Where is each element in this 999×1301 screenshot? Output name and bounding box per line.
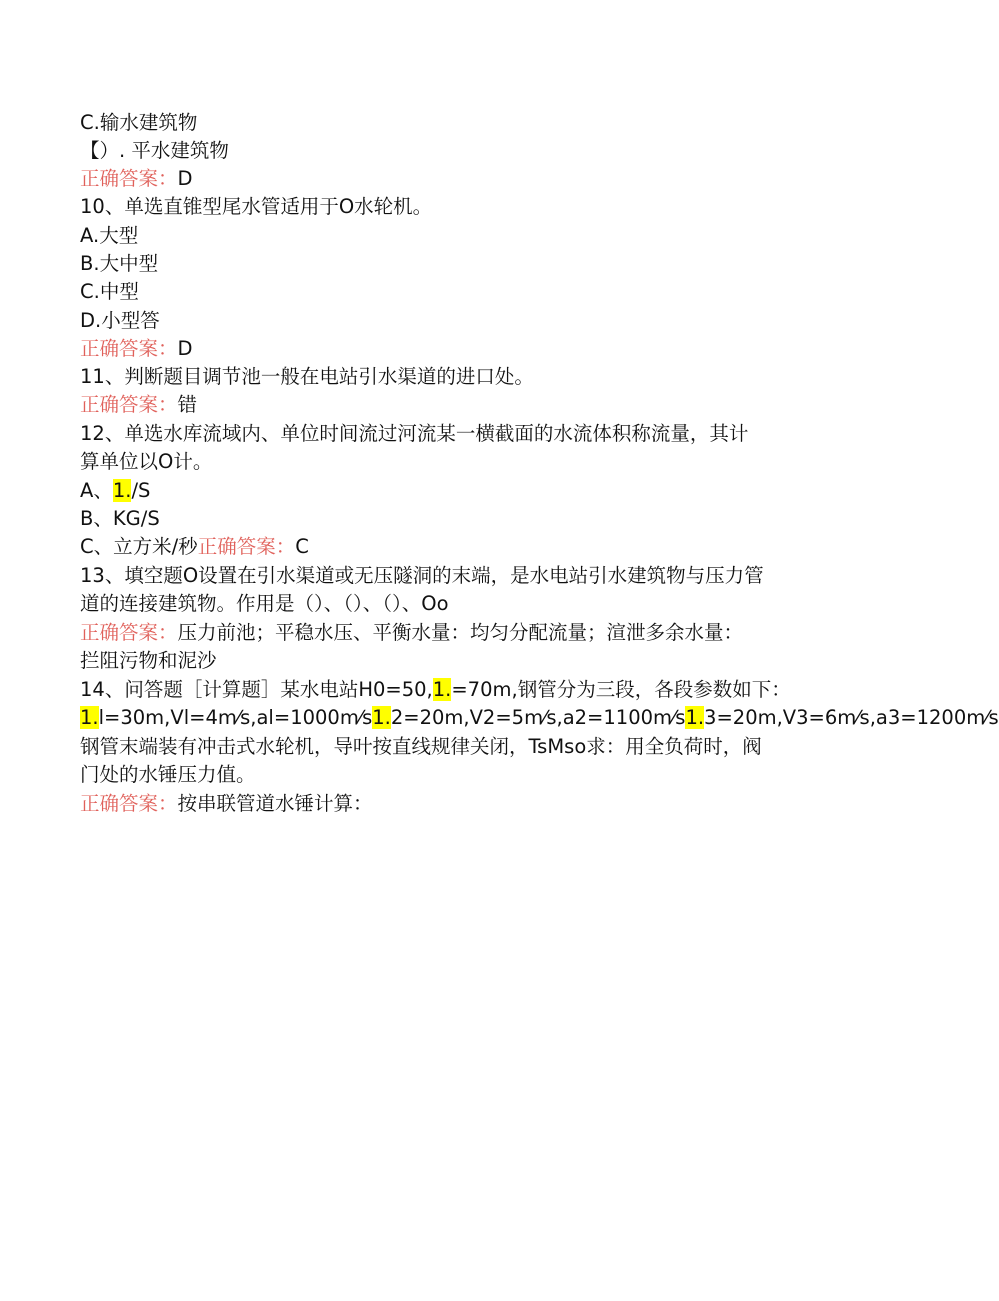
option-d-line <box>80 137 840 165</box>
text: 门处的水锤压力值。 <box>80 763 256 786</box>
answer-line <box>80 165 840 193</box>
answer-line <box>80 335 840 363</box>
text: C、立方米/秒 <box>80 535 198 558</box>
option-c-line <box>80 109 840 137</box>
text: 12、单选水库流域内、单位时间流过河流某一横截面的水流体积称流量，其计 <box>80 422 749 445</box>
question-13 <box>80 562 840 590</box>
question-12 <box>80 420 840 448</box>
text: =70m,钢管分为三段，各段参数如下： <box>451 678 791 701</box>
option-a-line <box>80 477 840 505</box>
text: 10、单选直锥型尾水管适用于O水轮机。 <box>80 195 433 218</box>
answer-value: 错 <box>177 393 198 416</box>
highlight: 1. <box>432 678 452 701</box>
answer-value: 按串联管道水锤计算： <box>177 792 373 815</box>
text: 拦阻污物和泥沙 <box>80 649 217 672</box>
text: /S <box>131 479 151 502</box>
text: D.小型答 <box>80 309 160 332</box>
question-10 <box>80 193 840 221</box>
answer-value: C <box>295 535 309 558</box>
question-14-params <box>80 704 999 732</box>
option-c-line <box>80 533 840 561</box>
highlight: 1. <box>685 706 705 729</box>
answer-line <box>80 790 840 818</box>
text: 14、问答题［计算题］某水电站H0=50, <box>80 678 433 701</box>
text: 【）. 平水建筑物 <box>80 139 229 162</box>
question-14-cont <box>80 733 840 761</box>
text: C.输水建筑物 <box>80 111 198 134</box>
text: 13、填空题O设置在引水渠道或无压隧洞的末端，是水电站引水建筑物与压力管 <box>80 564 764 587</box>
text: l=30m,Vl=4m⁄s,al=1000m⁄s <box>98 706 373 729</box>
question-13-cont <box>80 590 840 618</box>
option-d-line <box>80 307 840 335</box>
question-14 <box>80 676 840 704</box>
answer-label: 正确答案： <box>197 535 296 558</box>
answer-label: 正确答案： <box>80 337 178 360</box>
answer-value: D <box>177 337 193 360</box>
highlight: 1. <box>80 706 99 729</box>
answer-label: 正确答案： <box>80 167 178 190</box>
text: 算单位以O计。 <box>80 450 213 473</box>
option-b-line <box>80 505 840 533</box>
answer-line <box>80 391 840 419</box>
question-12-cont <box>80 448 840 476</box>
text: B.大中型 <box>80 252 159 275</box>
text: 2=20m,V2=5m⁄s,a2=1100m⁄s <box>390 706 686 729</box>
answer-label: 正确答案： <box>80 393 178 416</box>
text: 道的连接建筑物。作用是（）、（）、（）、Oo <box>80 592 449 615</box>
text: 11、判断题目调节池一般在电站引水渠道的进口处。 <box>80 365 534 388</box>
question-14-cont2 <box>80 761 840 789</box>
answer-value: D <box>177 167 193 190</box>
text: 3=20m,V3=6m⁄s,a3=1200m⁄s <box>704 706 999 729</box>
answer-line <box>80 619 840 647</box>
question-11 <box>80 363 840 391</box>
answer-label: 正确答案： <box>80 792 178 815</box>
text: C.中型 <box>80 280 139 303</box>
option-c-line <box>80 278 840 306</box>
highlight: 1. <box>372 706 391 729</box>
highlight: 1. <box>112 479 132 502</box>
answer-cont <box>80 647 840 675</box>
answer-value: 压力前池；平稳水压、平衡水量：均匀分配流量；渲泄多余水量： <box>177 621 744 644</box>
text: A、 <box>80 479 113 502</box>
option-b-line <box>80 250 840 278</box>
text: B、KG/S <box>80 507 160 530</box>
text: 钢管末端装有冲击式水轮机，导叶按直线规律关闭，TsMso求：用全负荷时，阀 <box>80 735 762 758</box>
answer-label: 正确答案： <box>80 621 178 644</box>
text: A.大型 <box>80 224 139 247</box>
option-a-line <box>80 222 840 250</box>
